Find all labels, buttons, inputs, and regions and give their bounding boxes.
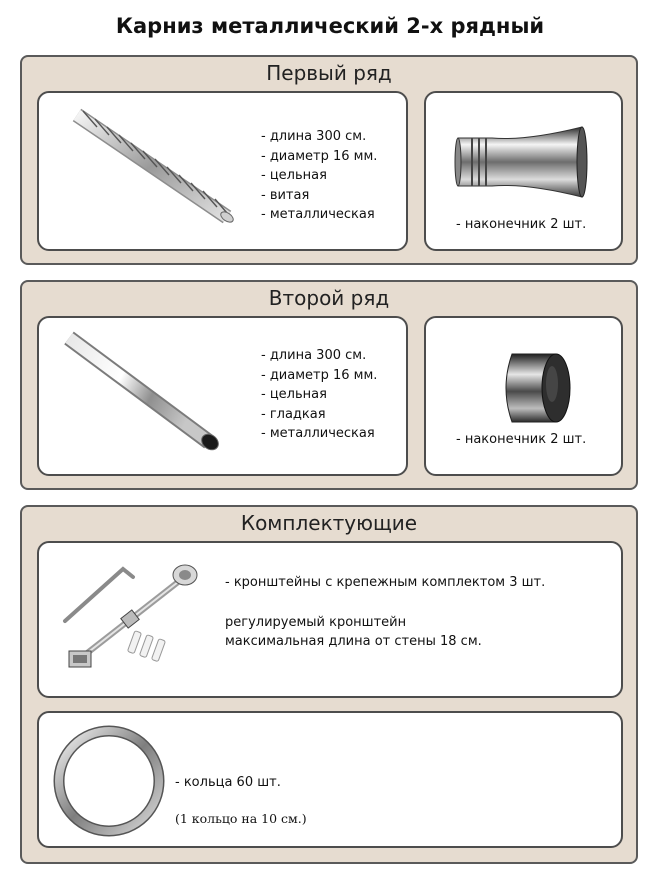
rings-note: (1 кольцо на 10 см.): [175, 811, 307, 826]
card-finial-1: [424, 91, 623, 251]
spec-item: - гладкая: [261, 406, 326, 422]
section-title-first-row: Первый ряд: [266, 61, 392, 85]
section-title-second-row: Второй ряд: [268, 286, 390, 310]
finial-2-caption: - наконечник 2 шт.: [456, 432, 587, 447]
spec-item: - длина 300 см.: [261, 129, 367, 144]
brackets-caption: - кронштейны с крепежным комплектом 3 шт.: [225, 575, 546, 590]
twisted-rod-specs: [261, 127, 377, 225]
smooth-rod-specs: [261, 346, 377, 444]
ring-image: [39, 713, 625, 850]
bracket-note-line1: регулируемый кронштейн: [225, 615, 407, 630]
spec-item: - металлическая: [261, 426, 375, 441]
spec-item: - цельная: [261, 387, 327, 402]
section-title-accessories: Комплектующие: [240, 511, 418, 535]
card-brackets: [37, 541, 623, 698]
section-accessories: [20, 505, 638, 864]
spec-item: - цельная: [261, 168, 327, 183]
section-first-row: [20, 55, 638, 265]
spec-item: - диаметр 16 мм.: [261, 367, 378, 383]
card-twisted-rod: [37, 91, 408, 251]
section-second-row: [20, 280, 638, 490]
spec-item: - металлическая: [261, 207, 375, 222]
card-smooth-rod: [37, 316, 408, 476]
finial-1-caption: - наконечник 2 шт.: [456, 217, 587, 232]
spec-item: - витая: [261, 187, 310, 203]
card-rings: [37, 711, 623, 848]
rings-caption: - кольца 60 шт.: [175, 775, 281, 790]
spec-item: - диаметр 16 мм.: [261, 148, 378, 164]
cylinder-finial-image: [426, 318, 625, 478]
page-title: Карниз металлический 2-х рядный: [115, 14, 545, 38]
bracket-note-line2: максимальная длина от стены 18 см.: [225, 634, 482, 649]
spec-item: - длина 300 см.: [261, 348, 367, 363]
card-finial-2: [424, 316, 623, 476]
